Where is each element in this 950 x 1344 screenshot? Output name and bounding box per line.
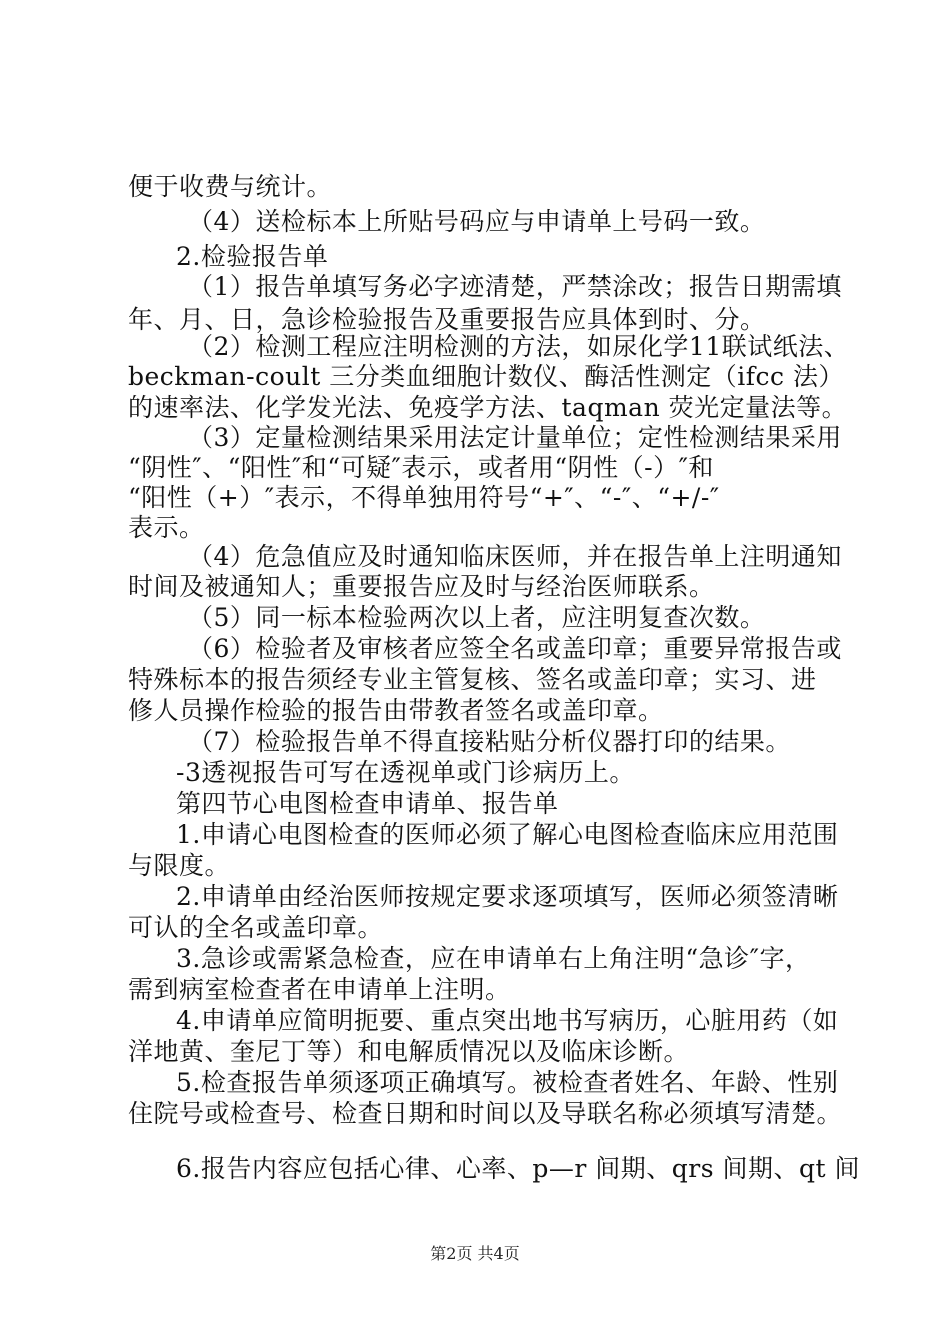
text-line: 住院号或检查号、检查日期和时间以及导联名称必须填写清楚。 bbox=[128, 1099, 843, 1128]
text-line: 6.报告内容应包括心律、心率、p—r 间期、qrs 间期、qt 间 bbox=[176, 1154, 860, 1183]
text-line: 4.申请单应简明扼要、重点突出地书写病历，心脏用药（如 bbox=[176, 1006, 839, 1035]
text-line: （4）送检标本上所贴号码应与申请单上号码一致。 bbox=[188, 207, 766, 236]
text-line: -3透视报告可写在透视单或门诊病历上。 bbox=[176, 758, 635, 787]
text-line: （1）报告单填写务必字迹清楚，严禁涂改；报告日期需填 bbox=[188, 272, 842, 301]
text-line: 洋地黄、奎尼丁等）和电解质情况以及临床诊断。 bbox=[128, 1037, 690, 1066]
section-heading: 2.检验报告单 bbox=[176, 242, 329, 271]
text-line: 的速率法、化学发光法、免疫学方法、taqman 荧光定量法等。 bbox=[128, 393, 848, 422]
text-line: 修人员操作检验的报告由带教者签名或盖印章。 bbox=[128, 696, 664, 725]
text-line: “阳性（+）″表示，不得单独用符号“+″、“-″、“+/-″ bbox=[128, 483, 720, 512]
page-number-footer: 第2页 共4页 bbox=[430, 1244, 520, 1263]
text-line: 可认的全名或盖印章。 bbox=[128, 913, 384, 942]
text-line: “阴性″、“阳性″和“可疑″表示，或者用“阴性（-）″和 bbox=[128, 453, 714, 482]
text-line: 特殊标本的报告须经专业主管复核、签名或盖印章；实习、进 bbox=[128, 665, 817, 694]
text-line: （7）检验报告单不得直接粘贴分析仪器打印的结果。 bbox=[188, 727, 791, 756]
text-line: 2.申请单由经治医师按规定要求逐项填写，医师必须签清晰 bbox=[176, 882, 839, 911]
text-line: 年、月、日，急诊检验报告及重要报告应具体到时、分。 bbox=[128, 305, 766, 334]
text-line: （6）检验者及审核者应签全名或盖印章；重要异常报告或 bbox=[188, 634, 842, 663]
text-line: 1.申请心电图检查的医师必须了解心电图检查临床应用范围 bbox=[176, 820, 839, 849]
text-line: 5.检查报告单须逐项正确填写。被检查者姓名、年龄、性别 bbox=[176, 1068, 839, 1097]
text-line: （2）检测工程应注明检测的方法，如尿化学11联试纸法、 bbox=[188, 332, 850, 361]
text-line: 表示。 bbox=[128, 513, 205, 542]
text-line: 3.急诊或需紧急检查，应在申请单右上角注明“急诊″字， bbox=[176, 944, 811, 973]
text-line: （4）危急值应及时通知临床医师，并在报告单上注明通知 bbox=[188, 542, 842, 571]
text-line: 与限度。 bbox=[128, 851, 231, 880]
text-line: beckman-coult 三分类血细胞计数仪、酶活性测定（ifcc 法） bbox=[128, 362, 844, 391]
text-line: 需到病室检查者在申请单上注明。 bbox=[128, 975, 511, 1004]
section-heading: 第四节心电图检查申请单、报告单 bbox=[176, 789, 559, 818]
text-line: （3）定量检测结果采用法定计量单位；定性检测结果采用 bbox=[188, 423, 842, 452]
text-line: 时间及被通知人；重要报告应及时与经治医师联系。 bbox=[128, 572, 715, 601]
text-line: （5）同一标本检验两次以上者，应注明复查次数。 bbox=[188, 603, 766, 632]
text-line: 便于收费与统计。 bbox=[128, 172, 333, 201]
